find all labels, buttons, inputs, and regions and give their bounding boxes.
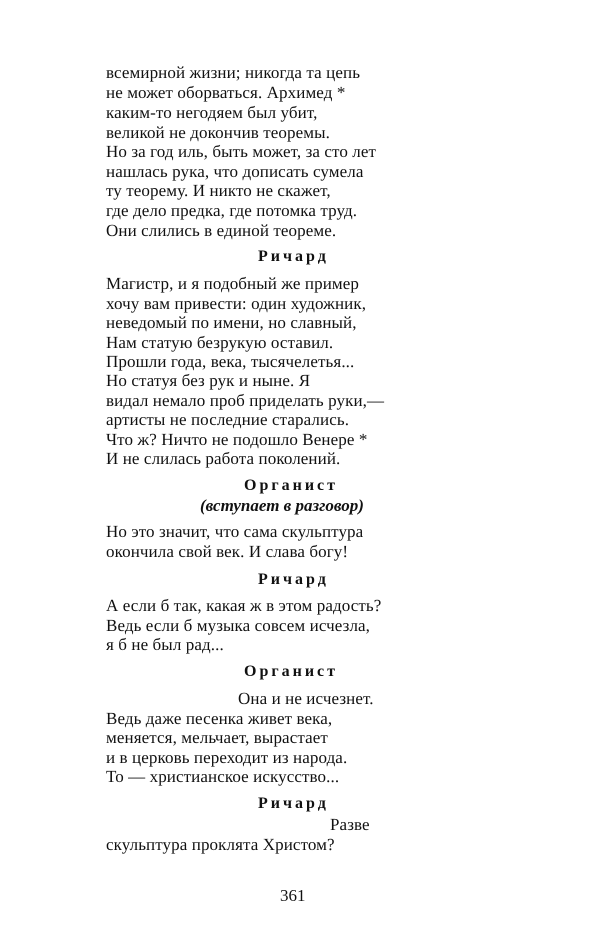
verse-line: хочу вам привести: один художник, — [106, 294, 367, 313]
verse-line: А если б так, какая ж в этом радость? — [106, 596, 382, 615]
verse-line: и в церковь переходит из народа. — [106, 748, 348, 767]
verse-line: Прошли года, века, тысячелетья... — [106, 352, 355, 371]
verse-line: меняется, мельчает, вырастает — [106, 728, 328, 747]
verse-line: Нам статую безрукую оставил. — [106, 333, 334, 352]
verse-line: Магистр, и я подобный же пример — [106, 274, 360, 293]
speaker-name: Органист — [244, 477, 339, 494]
verse-line: видал немало проб приделать руки,— — [106, 391, 385, 410]
speaker-name: Ричард — [258, 248, 329, 265]
verse-line: артисты не последние старались. — [106, 410, 350, 429]
verse-line: не может оборваться. Архимед * — [106, 83, 346, 102]
verse-line: Разве — [330, 815, 370, 834]
verse-line: Но за год иль, быть может, за сто лет — [106, 142, 377, 161]
verse-line: Она и не исчезнет. — [238, 689, 374, 708]
stage-direction: (вступает в разговор) — [200, 496, 364, 515]
page-number: 361 — [280, 886, 306, 905]
verse-line: И не слилась работа поколений. — [106, 449, 341, 468]
verse-line: каким-то негодяем был убит, — [106, 103, 318, 122]
verse-line: всемирной жизни; никогда та цепь — [106, 63, 361, 82]
speaker-name: Ричард — [258, 571, 329, 588]
verse-line: окончила свой век. И слава богу! — [106, 542, 349, 561]
verse-line: Ведь даже песенка живет века, — [106, 709, 333, 728]
speaker-name: Органист — [244, 663, 339, 680]
verse-line: где дело предка, где потомка труд. — [106, 201, 358, 220]
verse-line: Но статуя без рук и ныне. Я — [106, 371, 311, 390]
verse-line: То — христианское искусство... — [106, 767, 340, 786]
verse-line: Но это значит, что сама скульптура — [106, 522, 364, 541]
verse-line: неведомый по имени, но славный, — [106, 313, 357, 332]
verse-line: я б не был рад... — [106, 635, 224, 654]
verse-line: Что ж? Ничто не подошло Венере * — [106, 430, 368, 449]
verse-line: нашлась рука, что дописать сумела — [106, 162, 364, 181]
verse-line: скульптура проклята Христом? — [106, 835, 335, 854]
verse-line: Они слились в единой теореме. — [106, 221, 337, 240]
speaker-name: Ричард — [258, 795, 329, 812]
verse-line: великой не докончив теоремы. — [106, 123, 331, 142]
verse-line: Ведь если б музыка совсем исчезла, — [106, 616, 371, 635]
verse-line: ту теорему. И никто не скажет, — [106, 181, 331, 200]
